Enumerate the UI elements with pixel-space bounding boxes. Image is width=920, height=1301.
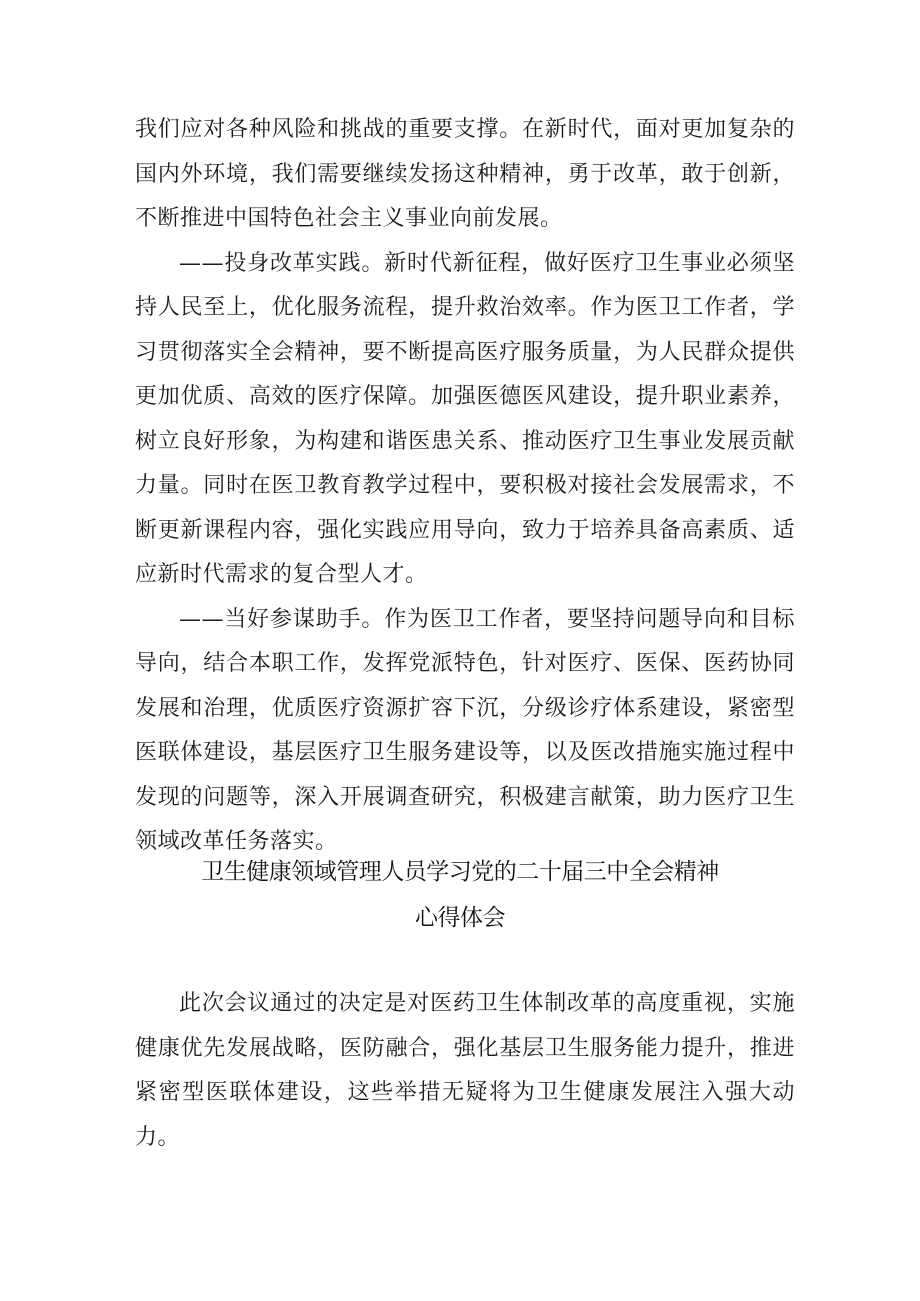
reform-practice-paragraph: ——投身改革实践。新时代新征程，做好医疗卫生事业必须坚持人民至上，优化服务流程，提升救治效率。作为医卫工作者，学习贯彻落实全会精神，要不断提高医疗服务质量，为人民群众提供更加优质、高效的医疗保障。加强医德医风建设，提升职业素养，树立良好形象，为构建和谐医患关系、推动医疗卫生事业发展贡献力量。同时在医卫教育教学过程中，要积极对接社会发展需求，不断更新课程内容，强化实践应用导向，致力于培养具备高素质、适应新时代需求的复合型人才。 (135, 250, 795, 587)
article-subtitle: 心得体会 (415, 905, 505, 931)
body-text-block-bottom (135, 982, 795, 1160)
continuation-paragraph: 我们应对各种风险和挑战的重要支撑。在新时代，面对更加复杂的国内外环境，我们需要继续发扬这种精神，勇于改革，敢于创新，不断推进中国特色社会主义事业向前发展。 (135, 117, 795, 231)
body-text-block-top (135, 108, 795, 865)
article-title: 卫生健康领域管理人员学习党的二十届三中全会精神 (201, 859, 719, 885)
advisor-paragraph: ——当好参谋助手。作为医卫工作者，要坚持问题导向和目标导向，结合本职工作，发挥党派特色，针对医疗、医保、医药协同发展和治理，优质医疗资源扩容下沉，分级诊疗体系建设，紧密型医联体建设，基层医疗卫生服务建设等，以及医改措施实施过程中发现的问题等，深入开展调查研究，积极建言献策，助力医疗卫生领域改革任务落实。 (135, 606, 795, 854)
intro-paragraph: 此次会议通过的决定是对医药卫生体制改革的高度重视，实施健康优先发展战略，医防融合，强化基层卫生服务能力提升，推进紧密型医联体建设，这些举措无疑将为卫生健康发展注入强大动力。 (135, 991, 795, 1150)
